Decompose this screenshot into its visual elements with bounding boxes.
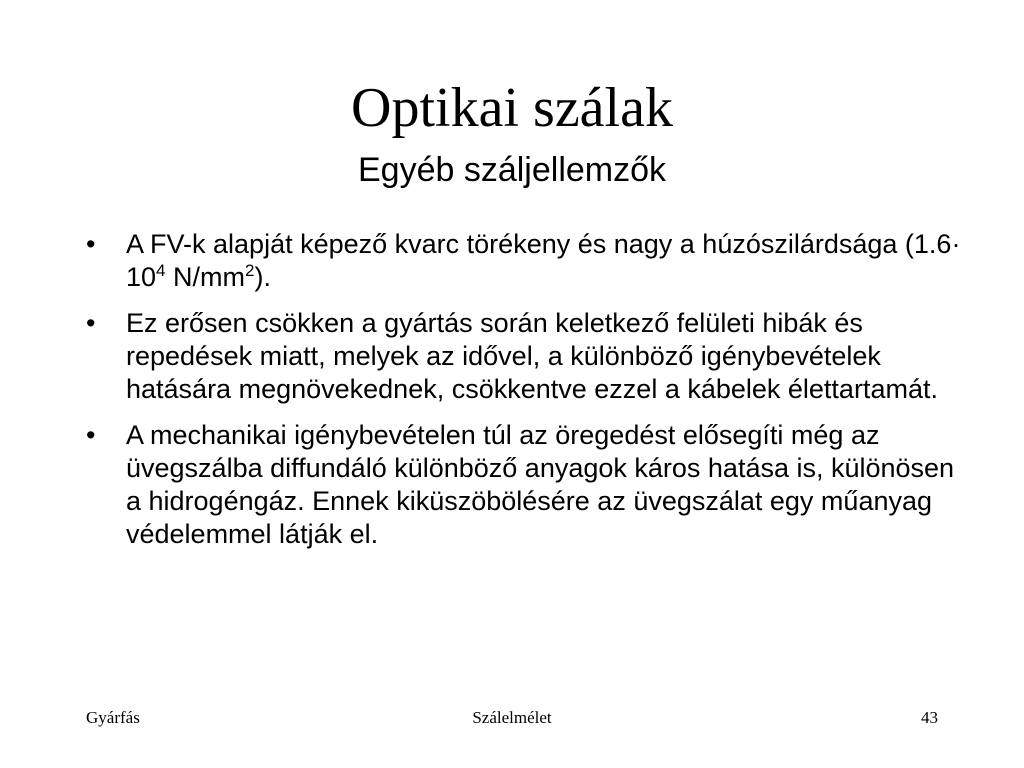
footer-author: Gyárfás [86, 708, 140, 727]
bullet-icon: • [86, 420, 96, 450]
bullet-text: A mechanikai igénybevételen túl az öregedést elősegíti még az üvegszálba diffundáló különböző anyagok káros hatása is, különösen a hidrogéngáz. Ennek kiküszöbölésére az üvegszálat egy műanyag védelemmel látják el. [126, 420, 955, 549]
slide-subtitle: Egyéb száljellemzők [357, 151, 667, 189]
bullet-text: Ez erősen csökken a gyártás során keletkező felületi hibák és repedések miatt, melyek az idővel, a különböző igénybevételek hatására megnövekednek, csökkentve ezzel a kábelek élettartamát. [126, 308, 938, 404]
bullet-item [86, 419, 966, 551]
exponent-4: 4 [156, 261, 166, 280]
bullet-icon: • [86, 229, 96, 259]
bullet-item [86, 307, 966, 406]
slide-title: Optikai szálak [351, 77, 673, 139]
bullet-text-suffix: ). [254, 262, 271, 292]
bullet-list [86, 228, 966, 564]
footer-page-number: 43 [921, 708, 938, 727]
exponent-2: 2 [245, 261, 255, 280]
bullet-item [86, 228, 966, 294]
bullet-text-prefix: A FV-k alapját képező kvarc törékeny és nagy a húzószilárdsága (1.6· 10 [126, 229, 961, 292]
footer-course: Szálelmélet [472, 708, 552, 727]
bullet-text-unit: N/mm [165, 262, 245, 292]
bullet-icon: • [86, 308, 96, 338]
